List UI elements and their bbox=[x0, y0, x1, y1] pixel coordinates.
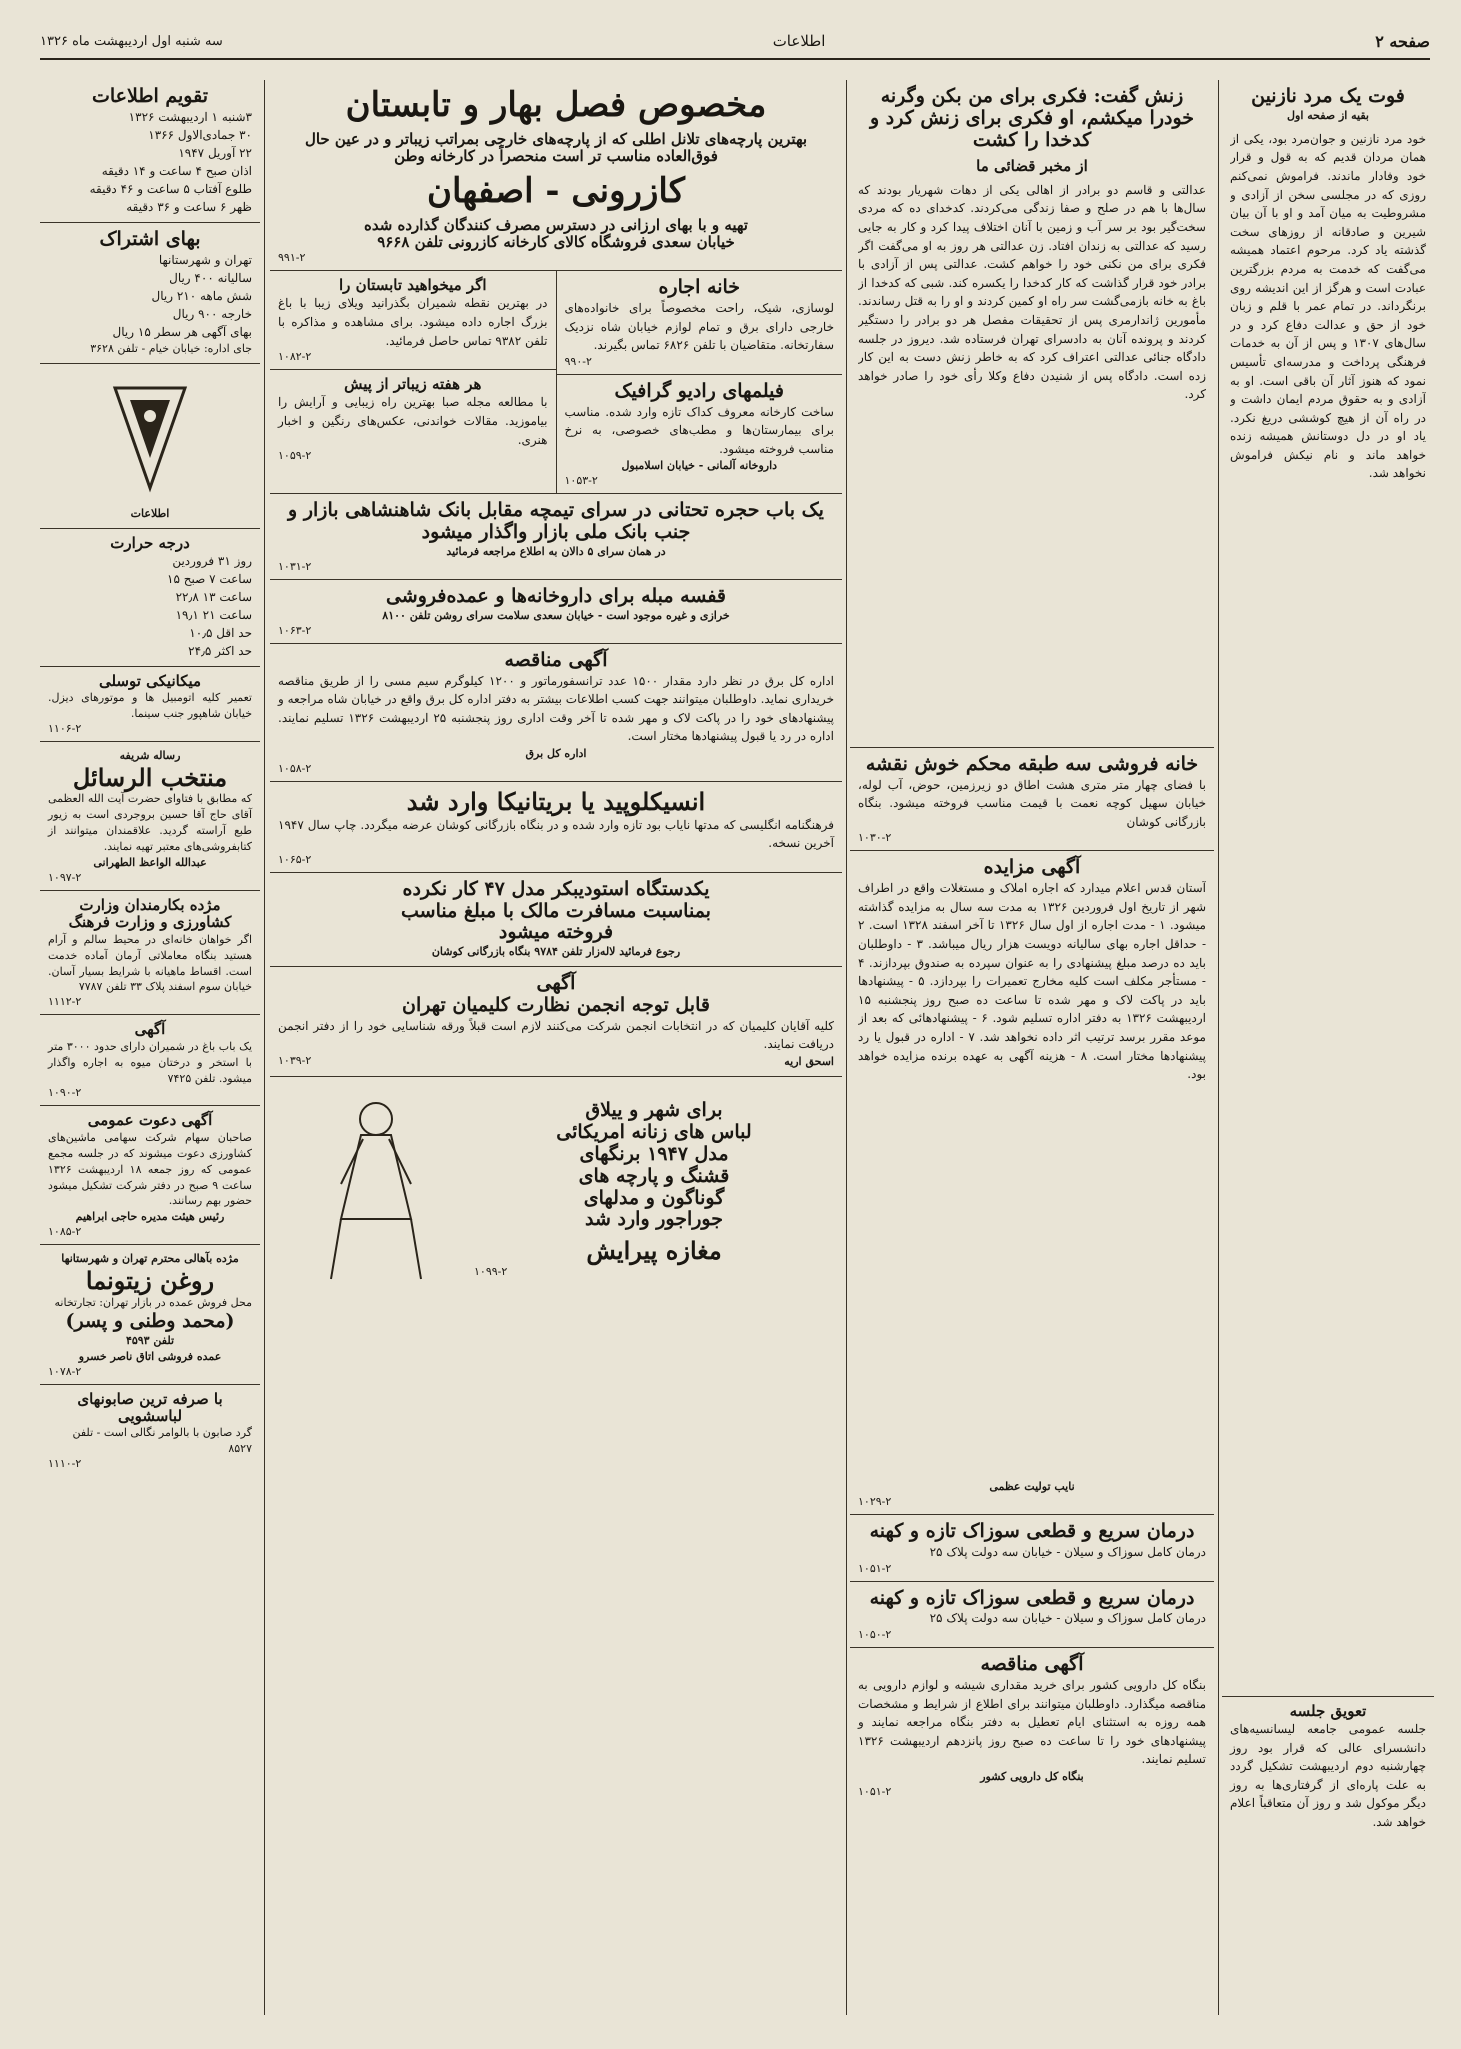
employee-body: اگر خواهان خانه‌ای در محیط سالم و آرام هستید بنگاه معاملاتی آرمان آماده خدمت است. اقساط ماهیانه با شرایط بسیار آسان. خیابان سوم اسفند پلاک ۳۳ تلفن ۷۷۸۷ bbox=[48, 932, 252, 994]
shop-body: در همان سرای ۵ دالان به اطلاع مراجعه فرمائید bbox=[446, 545, 666, 559]
oil-phone: تلفن ۴۵۹۳ bbox=[125, 1333, 175, 1347]
obituary-article bbox=[1222, 80, 1434, 1697]
column-rule bbox=[1218, 80, 1219, 2015]
calendar-row: ظهر ۶ ساعت و ۳۶ دقیقه bbox=[126, 199, 252, 214]
page-number: صفحه ۲ bbox=[1375, 31, 1430, 51]
electric-body: اداره کل برق در نظر دارد مقدار ۱۵۰۰ عدد ترانسفورماتور و ۱۲۰۰ کیلوگرم سیم مسی را از طریق مناقصه خریداری نماید. داوطلبان میتوانند جهت کسب اطلاعات بیشتر به دفتر اداره کل برق واقع در خیابان شاه مراجعه و پیشنهادهای خود را در پاکت لاک و مهر شده تا آخر وقت اداری روز پنجشنبه ۲۵ اردیبهشت ۱۳۲۶ تسلیم نمایند. اداره در رد یا قبول پیشنهادها مختار است. bbox=[278, 673, 834, 744]
electric-code: ۱۰۵۸-۲ bbox=[278, 761, 312, 775]
note-code: ۱۰۳۹-۲ bbox=[278, 1054, 312, 1068]
column-rule bbox=[264, 80, 265, 2015]
fashion-line-2: لباس های زنانه امریکائی bbox=[556, 1121, 752, 1144]
studebaker-title: یکدستگاه استودیبکر مدل ۴۷ کار نکرده bbox=[402, 877, 710, 900]
radio-body: ساخت کارخانه معروف کداک تازه وارد شده. مناسب برای بیمارستان‌ها و مطب‌های خصوصی، به نرخ مناسب فروخته میشود. bbox=[564, 404, 834, 456]
summer-villa-ad bbox=[270, 271, 556, 370]
beauty-title: هر هفته زیباتر از پیش bbox=[344, 375, 482, 394]
column-right bbox=[1222, 80, 1434, 2015]
book-code: ۱۰۹۷-۲ bbox=[48, 871, 82, 885]
fashion-ad bbox=[270, 1077, 842, 1301]
calendar-row: اذان صبح ۴ ساعت و ۱۴ دقیقه bbox=[101, 163, 252, 178]
treatment-2-body: درمان کامل سوزاک و سیلان - خیابان سه دولت پلاک ۲۵ bbox=[929, 1611, 1206, 1626]
logo-caption: اطلاعات bbox=[130, 506, 170, 520]
soap-title: با صرفه ترین صابونهای لباسشویی bbox=[77, 1389, 223, 1425]
auction-notice bbox=[850, 851, 1214, 1515]
fashion-code: ۱۰۹۹-۲ bbox=[474, 1264, 508, 1278]
calendar-rows bbox=[48, 108, 252, 216]
encyclopedia-body: فرهنگنامه انگلیسی که مدتها نایاب بود تازه وارد شده و در بنگاه بازرگانی کوشان عرضه میگردد. چاپ سال ۱۹۴۷ آخرین نسخه. bbox=[278, 817, 834, 851]
summer-code: ۱۰۸۲-۲ bbox=[278, 350, 312, 364]
fashion-shop: مغازه پیرایش bbox=[586, 1236, 722, 1266]
story-author: از مخبر قضائی ما bbox=[976, 156, 1088, 175]
logo-box bbox=[40, 364, 260, 529]
auction-code: ۱۰۲۹-۲ bbox=[858, 1495, 892, 1509]
shop-code: ۱۰۳۱-۲ bbox=[278, 560, 312, 573]
note-body: کلیه آقایان کلیمیان که در انتخابات انجمن شرکت می‌کنند لازم است قبلاً ورقه شناسایی خود را از دفتر انجمن دریافت نمایند. bbox=[278, 1018, 835, 1052]
fashion-illustration-icon bbox=[301, 1089, 451, 1289]
pharmacy-shelf-ad bbox=[270, 580, 842, 644]
column-mid-left bbox=[270, 80, 842, 2015]
meeting-title: تعویق جلسه bbox=[1289, 1701, 1367, 1720]
oil-brand: (محمد وطنی و پسر) bbox=[65, 1309, 235, 1332]
electric-sign: اداره کل برق bbox=[525, 747, 587, 760]
summer-body: در بهترین نقطه شمیران بگذرانید ویلای زیبا با باغ بزرگ اجاره داده میشود. برای مشاهده و مذاکره با تلفن ۹۳۸۲ تماس حاصل فرمائید. bbox=[278, 296, 548, 348]
rent-body: لوسازی، شیک، راحت مخصوصاً برای خانواده‌های خارجی دارای برق و تمام لوازم خیابان شاه نزدیک سفارتخانه. متقاضیان با تلفن ۶۸۲۶ تماس بگیرند. bbox=[564, 301, 834, 353]
treatment-2-title: درمان سریع و قطعی سوزاک تازه و کهنه bbox=[869, 1586, 1195, 1609]
beauty-code: ۱۰۵۹-۲ bbox=[278, 449, 312, 463]
studebaker-ad bbox=[270, 873, 842, 967]
shop-ad bbox=[270, 494, 842, 580]
encyclopedia-ad bbox=[270, 782, 842, 873]
garden-title: آگهی bbox=[134, 1020, 166, 1039]
employee-title: مژده بکارمندان وزارت کشاورزی و وزارت فرهنگ bbox=[68, 896, 232, 932]
tender-notice bbox=[850, 1648, 1214, 1804]
ad-row-1 bbox=[270, 271, 842, 494]
fabric-lead: بهترین پارچه‌های تلانل اطلی که از پارچه‌های خارجی بمراتب زیباتر و در عین حال فوق‌العاده مناسب تر است منحصراً در کارخانه وطن bbox=[304, 130, 808, 166]
column-rule bbox=[846, 80, 847, 2015]
pharmacy-title: قفسه مبله برای داروخانه‌ها و عمده‌فروشی bbox=[385, 585, 727, 607]
radio-address: داروخانه آلمانی - خیابان اسلامبول bbox=[621, 459, 778, 473]
treatment-ad-2 bbox=[850, 1582, 1214, 1648]
temperature-rows bbox=[48, 552, 252, 660]
calendar-row: طلوع آفتاب ۵ ساعت و ۴۶ دقیقه bbox=[89, 181, 252, 196]
fabric-brand: کازرونی - اصفهان bbox=[427, 170, 685, 211]
radio-film-ad bbox=[557, 375, 843, 494]
fabric-title: مخصوص فصل بهار و تابستان bbox=[345, 85, 767, 125]
temperature-row: ساعت ۱۳ ۲۲٫۸ bbox=[175, 589, 252, 604]
garden-code: ۱۰۹۰-۲ bbox=[48, 1086, 82, 1100]
fashion-text bbox=[474, 1100, 834, 1278]
book-body: که مطابق با فتاوای حضرت آیت الله العظمی آقای حاج آقا حسین بروجردی است به زیور طبع آراسته گردید. علاقمندان میتوانند از کتابفروشی‌های معتبر تهیه نمایند. bbox=[48, 792, 252, 854]
soap-ad bbox=[40, 1385, 260, 1476]
pharmacy-code: ۱۰۶۳-۲ bbox=[278, 623, 312, 637]
temperature-row: حد اکثر ۲۴٫۵ bbox=[188, 643, 252, 658]
magazine-ad bbox=[270, 370, 556, 468]
auction-body: آستان قدس اعلام میدارد که اجاره املاک و مستغلات واقع در اطراف شهر از تاریخ اول فروردین ۱۳۲۶ به مدت سه سال به مزایده گذاشته میشود. ۱ - مدت اجاره از اول سال ۱۳۲۶ تا آخر اسفند ۱۳۲۸ است. ۲ - حداقل اجاره بهای سالیانه دویست هزار ریال میباشد. ۳ - داوطلبان باید ده درصد مبلغ پیشنهادی را به عنوان سپرده به صندوق بپردازند. ۴ - مستأجر مکلف است کلیه مخارج تعمیرات را بپردازد. ۵ - پیشنهادها باید در پاکت لاک و مهر شده تا ساعت ده صبح روز پنجشنبه ۱۵ اردیبهشت ۱۳۲۶ به دفتر اداره تسلیم شود. ۶ - پیشنهادهائی که بعد از موعد مقرر برسد ترتیب اثر داده نخواهد شد. ۷ - اداره در قبول یا رد پیشنهادها مختار است. ۸ - هزینه آگهی به عهده برنده مزایده خواهد بود. bbox=[858, 881, 1206, 1082]
masthead bbox=[40, 24, 1430, 60]
fashion-line-4: قشنگ و پارچه های bbox=[578, 1164, 730, 1187]
note-sub: قابل توجه انجمن نظارت کلیمیان تهران bbox=[402, 994, 710, 1017]
obituary-subtitle: بقیه از صفحه اول bbox=[1287, 108, 1369, 122]
treatment-1-code: ۱۰۵۱-۲ bbox=[858, 1561, 892, 1575]
house-code: ۱۰۳۰-۲ bbox=[858, 831, 892, 845]
electric-title: آگهی مناقصه bbox=[504, 648, 608, 671]
temperature-row: ساعت ۷ صبح ۱۵ bbox=[167, 571, 252, 586]
mechanic-title: میکانیکی توسلی bbox=[98, 671, 202, 690]
calendar-title: تقویم اطلاعات bbox=[91, 85, 208, 107]
beauty-body: با مطالعه مجله صبا بهترین راه زیبایی و آرایش را بیاموزید. مقالات خواندنی، عکس‌های رنگین و اخبار هنری. bbox=[278, 395, 548, 447]
subscription-title: بهای اشتراک bbox=[99, 227, 201, 250]
invitation-title: آگهی دعوت عمومی bbox=[87, 1111, 213, 1130]
temperature-title: درجه حرارت bbox=[110, 533, 190, 552]
oil-sub: عمده فروشی اتاق ناصر خسرو bbox=[78, 1349, 222, 1363]
meeting-notice bbox=[1222, 1697, 1434, 1838]
employee-ad bbox=[40, 891, 260, 1015]
subscription-address: جای اداره: خیابان خیام - تلفن ۳۶۲۸ bbox=[90, 341, 252, 355]
treatment-2-code: ۱۰۵۰-۲ bbox=[858, 1628, 892, 1642]
rent-ad bbox=[557, 271, 843, 375]
soap-code: ۱۱۱۰-۲ bbox=[48, 1456, 82, 1470]
encyclopedia-title: انسیکلوپید یا بریتانیکا وارد شد bbox=[406, 786, 706, 816]
fashion-line-5: گوناگون و مدلهای bbox=[583, 1186, 725, 1209]
subscription-box bbox=[40, 223, 260, 364]
mechanic-code: ۱۱۰۶-۲ bbox=[48, 721, 82, 735]
meeting-body: جلسه عمومی جامعه لیسانسیه‌های دانشسرای عالی که قرار بود روز چهارشنبه دوم اردیبهشت تشکیل گردد به علت پاره‌ای از گرفتاری‌ها به روز دیگر موکول شد و روز آن متعاقباً اعلام خواهد شد. bbox=[1230, 1722, 1426, 1829]
invitation-ad bbox=[40, 1106, 260, 1245]
auction-title: آگهی مزایده bbox=[983, 856, 1081, 879]
story-title: زنش گفت: فکری برای من بکن وگرنه خودرا میکشم، او فکری برای زنش کرد و کدخدا را کشت bbox=[869, 85, 1195, 151]
book-title: منتخب الرسائل bbox=[72, 762, 228, 792]
oil-pre: مژده بآهالی محترم تهران و شهرستانها bbox=[61, 1252, 239, 1266]
calendar-row: ۳شنبه ۱ اردیبهشت ۱۳۲۶ bbox=[128, 109, 252, 124]
book-ad bbox=[40, 742, 260, 891]
column-left bbox=[40, 80, 260, 2015]
fabric-code: ۹۹۱-۲ bbox=[278, 251, 306, 265]
tender-title: آگهی مناقصه bbox=[980, 1653, 1084, 1676]
treatment-1-title: درمان سریع و قطعی سوزاک تازه و کهنه bbox=[869, 1520, 1195, 1543]
ad-stack-left bbox=[270, 271, 556, 493]
pharmacy-body: خرازی و غیره موجود است - خیابان سعدی سلامت سرای روشن تلفن ۸۱۰۰ bbox=[382, 608, 730, 622]
community-notice bbox=[270, 967, 842, 1077]
crime-story bbox=[850, 80, 1214, 748]
oil-body: محل فروش عمده در بازار تهران: تجارتخانه bbox=[54, 1295, 252, 1309]
temperature-row: حد اقل ۱۰٫۵ bbox=[189, 625, 252, 640]
subscription-row: شش ماهه ۲۱۰ ریال bbox=[151, 288, 252, 303]
house-sale-ad bbox=[850, 748, 1214, 852]
note-title: آگهی bbox=[536, 972, 576, 995]
calendar-box bbox=[40, 80, 260, 223]
story-body: عدالتی و قاسم دو برادر از اهالی یکی از دهات شهریار بودند که سال‌ها با هم در صلح و صفا زندگی می‌کردند. کدخدای ده که مردی سخت‌گیر بود بر سر آب و زمین با آنان اختلاف پیدا کرد و کار به جایی رسید که عدالتی به زندان افتاد. زن عدالتی هر روز به او می‌گفت اگر فکری برای من نکنی خود را خواهم کشت. عدالتی پس از آزادی با برادر خود قرار گذاشت که کار کدخدا را یکسره کند. شبی که کدخدا از باغ به خانه بازمی‌گشت سر راه او کمین کردند و او را به قتل رساندند. مأمورین ژاندارمری پس از تحقیقات مفصل هر دو برادر را دستگیر کردند و پرونده آنان به دادسرای تهران فرستاده شد. دیروز در جلسه دادگاه جنائی عدالتی اعتراف کرد که به خاطر زنش دست به این کار زده است. دادگاه پس از شنیدن دفاع وکلا رأی خود را صادر خواهد کرد. bbox=[858, 182, 1206, 402]
fabric-ad bbox=[270, 80, 842, 271]
oil-title: روغن زیتونما bbox=[85, 1266, 215, 1296]
electric-tender bbox=[270, 644, 842, 782]
summer-title: اگر میخواهید تابستان را bbox=[338, 276, 487, 295]
book-sub: رساله شریفه bbox=[119, 748, 181, 762]
radio-title: فیلمهای رادیو گرافیک bbox=[614, 379, 784, 402]
olive-oil-ad bbox=[40, 1245, 260, 1384]
temperature-box bbox=[40, 529, 260, 667]
obituary-body: خود مرد نازنین و جوان‌مرد بود، یکی از همان مردان قدیم که به قول و قرار خود وفادار ماندند. فراموش نمی‌کنم روزی که در مجلسی سخن از آزادی و مشروطیت به میان آمد و او با آن بیان شیرین و صادقانه از روزهای سخت گذشته یاد کرد. مرحوم اعتماد همیشه می‌گفت که خدمت به مردم بزرگترین عبادت است و هرگز از این اندیشه روی برنگرداند. در تمام عمر با قلم و زبان خود از حق و عدالت دفاع کرد و در سال‌های ۱۳۰۷ و پس از آن به خدمات فرهنگی پرداخت و مدرسه‌ای تأسیس نمود که هنوز آثار آن باقی است. او به آزادی و به حقوق مردم ایمان داشت و در راه آن از هیچ کوششی دریغ نکرد. یاد او در دل دوستانش همیشه زنده خواهد ماند و نام نیکش فراموش نخواهد شد. bbox=[1230, 131, 1426, 481]
employee-code: ۱۱۱۲-۲ bbox=[48, 995, 82, 1009]
newspaper-logo-icon bbox=[105, 378, 195, 498]
issue-date: سه شنبه اول اردیبهشت ماه ۱۳۲۶ bbox=[40, 33, 223, 49]
fashion-line-3: مدل ۱۹۴۷ برنگهای bbox=[579, 1142, 729, 1165]
mechanic-body: تعمیر کلیه اتومبیل ها و موتورهای دیزل. خیابان شاهپور جنب سینما. bbox=[48, 691, 252, 720]
tender-body: بنگاه کل دارویی کشور برای خرید مقداری شیشه و لوازم دارویی به مناقصه میگذارد. داوطلبان میتوانند برای اطلاع از شرایط و مشخصات همه روزه به استثنای ایام تعطیل به دفتر بنگاه مراجعه نمایند و پیشنهادهای خود را تا ساعت ده صبح روز پانزدهم اردیبهشت ۱۳۲۶ تسلیم نمایند. bbox=[858, 1677, 1206, 1767]
invitation-sign: رئیس هیئت مدیره حاجی ابراهیم bbox=[75, 1210, 225, 1224]
subscription-row: سالیانه ۴۰۰ ریال bbox=[169, 270, 252, 285]
subscription-row: بهای آگهی هر سطر ۱۵ ریال bbox=[112, 324, 252, 339]
rent-title: خانه اجاره bbox=[658, 276, 741, 299]
shop-title: یک باب حجره تحتانی در سرای تیمچه مقابل بانک شاهنشاهی بازار و جنب بانک ملی بازار واگذار میشود bbox=[288, 499, 824, 544]
fabric-address: خیابان سعدی فروشگاه کالای کارخانه کازرونی تلفن ۹۶۶۸ bbox=[377, 232, 735, 251]
column-mid-right bbox=[850, 80, 1214, 2015]
subscription-row: تهران و شهرستانها bbox=[158, 252, 252, 267]
fashion-line-1: برای شهر و ییلاق bbox=[585, 1099, 723, 1122]
invitation-code: ۱۰۸۵-۲ bbox=[48, 1225, 82, 1239]
tender-code: ۱۰۵۱-۲ bbox=[858, 1784, 892, 1798]
house-title: خانه فروشی سه طبقه محکم خوش نقشه bbox=[865, 752, 1199, 775]
calendar-row: ۳۰ جمادی‌الاول ۱۳۶۶ bbox=[148, 127, 252, 142]
mechanic-ad bbox=[40, 667, 260, 742]
subscription-rows bbox=[48, 251, 252, 341]
treatment-1-body: درمان کامل سوزاک و سیلان - خیابان سه دولت پلاک ۲۵ bbox=[929, 1545, 1206, 1560]
rent-code: ۹۹۰-۲ bbox=[564, 354, 592, 368]
radio-code: ۱۰۵۳-۲ bbox=[564, 474, 598, 488]
ad-stack-right bbox=[556, 271, 843, 493]
fashion-line-6: جوراجور وارد شد bbox=[585, 1208, 723, 1231]
studebaker-sell: فروخته میشود bbox=[498, 921, 614, 944]
note-sign: اسحق اریه bbox=[784, 1055, 834, 1069]
temperature-row: روز ۳۱ فروردین bbox=[172, 553, 252, 568]
tender-sign: بنگاه کل دارویی کشور bbox=[980, 1769, 1084, 1783]
encyclopedia-code: ۱۰۶۵-۲ bbox=[278, 852, 312, 866]
book-sign: عبدالله الواعظ الطهرانی bbox=[93, 856, 207, 870]
garden-body: یک باب باغ در شمیران دارای حدود ۳۰۰۰ متر با استخر و درختان میوه به اجاره واگذار میشود. تلفن ۷۴۲۵ bbox=[48, 1039, 253, 1085]
fabric-sub: تهیه و با بهای ارزانی در دسترس مصرف کنندگان گذارده شده bbox=[364, 215, 748, 234]
garden-ad bbox=[40, 1015, 260, 1106]
doctor-title: نایب تولیت عظمی bbox=[989, 1480, 1075, 1494]
oil-code: ۱۰۷۸-۲ bbox=[48, 1364, 82, 1378]
invitation-body: صاحبان سهام شرکت سهامی ماشین‌های کشاورزی دعوت میشوند که در جلسه مجمع عمومی که روز جمعه ۱۸ اردیبهشت ۱۳۲۶ ساعت ۹ صبح در دفتر شرکت تشکیل میشود حضور بهم رسانند. bbox=[48, 1130, 252, 1208]
studebaker-sub: بمناسبت مسافرت مالک با مبلغ مناسب bbox=[401, 899, 711, 922]
subscription-row: خارجه ۹۰۰ ریال bbox=[172, 306, 252, 321]
calendar-row: ۲۲ آوریل ۱۹۴۷ bbox=[178, 145, 252, 160]
soap-body: گرد صابون با بالوامر نگالی است - تلفن ۸۵۲۷ bbox=[72, 1426, 252, 1455]
obituary-title: فوت یک مرد نازنین bbox=[1251, 85, 1405, 107]
house-body: با فضای چهار متر متری هشت اطاق دو زیرزمین، حوض، آب لوله، خیابان سهیل کوچه نعمت با قیمت مناسب فروخته میشود. بنگاه بازرگانی کوشان bbox=[858, 777, 1206, 829]
paper-name: اطلاعات bbox=[772, 32, 826, 50]
note-footer bbox=[278, 1054, 834, 1070]
studebaker-address: رجوع فرمائید لاله‌زار تلفن ۹۷۸۴ بنگاه بازرگانی کوشان bbox=[431, 945, 681, 959]
treatment-ad-1 bbox=[850, 1515, 1214, 1581]
temperature-row: ساعت ۲۱ ۱۹٫۱ bbox=[175, 607, 252, 622]
